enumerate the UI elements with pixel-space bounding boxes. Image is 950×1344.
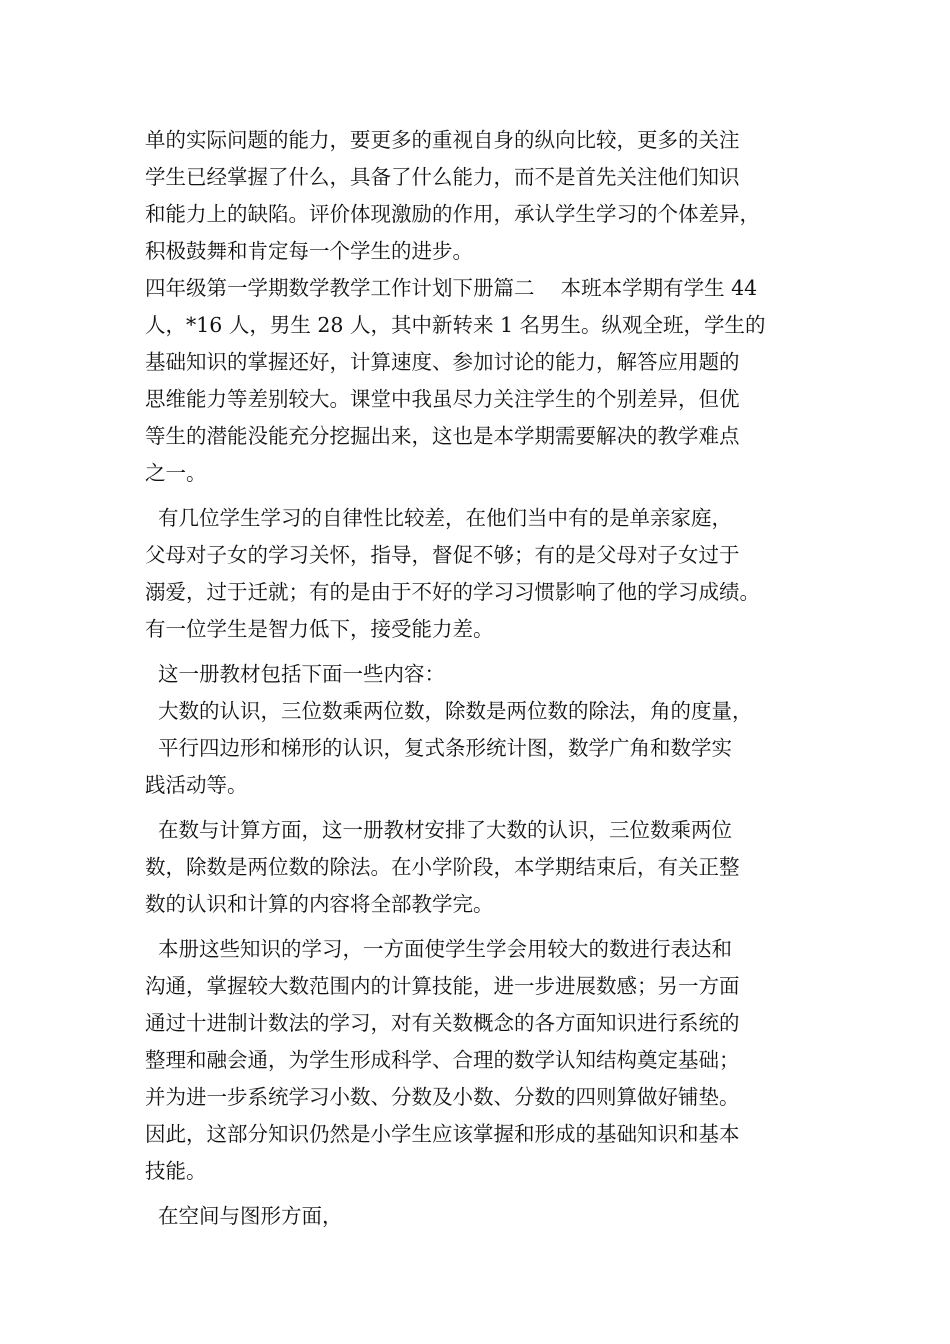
text-line: 本册这些知识的学习，一方面使学生学会用较大的数进行表达和 [145,937,733,961]
paragraph-gap [145,492,825,500]
text-line: 技能。 [145,1159,207,1183]
text-line: 溺爱，过于迁就；有的是由于不好的学习习惯影响了他的学习成绩。 [145,580,760,604]
text-line: 之一。 [145,461,207,485]
text-line: 数，除数是两位数的除法。在小学阶段，本学期结束后，有关正整 [145,855,740,879]
document-body [145,122,825,1235]
text-line: 思维能力等差别较大。课堂中我虽尽力关注学生的个别差异，但优 [145,387,740,411]
text-line: 学生已经掌握了什么，具备了什么能力，而不是首先关注他们知识 [145,165,740,189]
paragraph-gap [145,648,825,656]
text-line: 基础知识的掌握还好，计算速度、参加讨论的能力，解答应用题的 [145,350,740,374]
text-line: 平行四边形和梯形的认识，复式条形统计图，数学广角和数学实 [145,736,733,760]
text-line: 践活动等。 [145,773,248,797]
text-line: 沟通，掌握较大数范围内的计算技能，进一步进展数感；另一方面 [145,974,740,998]
text-line: 和能力上的缺陷。评价体现激励的作用，承认学生学习的个体差异， [145,202,760,226]
paragraph-gap [145,1190,825,1198]
text-line: 父母对子女的学习关怀，指导，督促不够；有的是父母对子女过于 [145,543,740,567]
text-line: 数的认识和计算的内容将全部教学完。 [145,892,494,916]
section-heading-line: 四年级第一学期数学教学工作计划下册篇二 本班本学期有学生 44 [145,276,758,300]
text-line: 人，*16 人，男生 28 人，其中新转来 1 名男生。纵观全班，学生的 [145,313,766,337]
text-line: 单的实际问题的能力，要更多的重视自身的纵向比较，更多的关注 [145,128,740,152]
text-line: 大数的认识，三位数乘两位数，除数是两位数的除法，角的度量， [145,699,753,723]
text-line: 有一位学生是智力低下，接受能力差。 [145,617,494,641]
text-line: 在数与计算方面，这一册教材安排了大数的认识，三位数乘两位 [145,818,733,842]
paragraph-gap [145,923,825,931]
text-line: 整理和融会通，为学生形成科学、合理的数学认知结构奠定基础； [145,1048,740,1072]
text-line: 并为进一步系统学习小数、分数及小数、分数的四则算做好铺垫。 [145,1085,740,1109]
text-line: 通过十进制计数法的学习，对有关数概念的各方面知识进行系统的 [145,1011,740,1035]
text-line: 积极鼓舞和肯定每一个学生的进步。 [145,239,473,263]
text-line: 等生的潜能没能充分挖掘出来，这也是本学期需要解决的教学难点 [145,424,740,448]
text-line: 这一册教材包括下面一些内容： [145,662,446,686]
text-line: 有几位学生学习的自律性比较差，在他们当中有的是单亲家庭， [145,506,733,530]
text-line: 在空间与图形方面， [145,1204,343,1228]
paragraph-gap [145,804,825,812]
text-line: 因此，这部分知识仍然是小学生应该掌握和形成的基础知识和基本 [145,1122,740,1146]
